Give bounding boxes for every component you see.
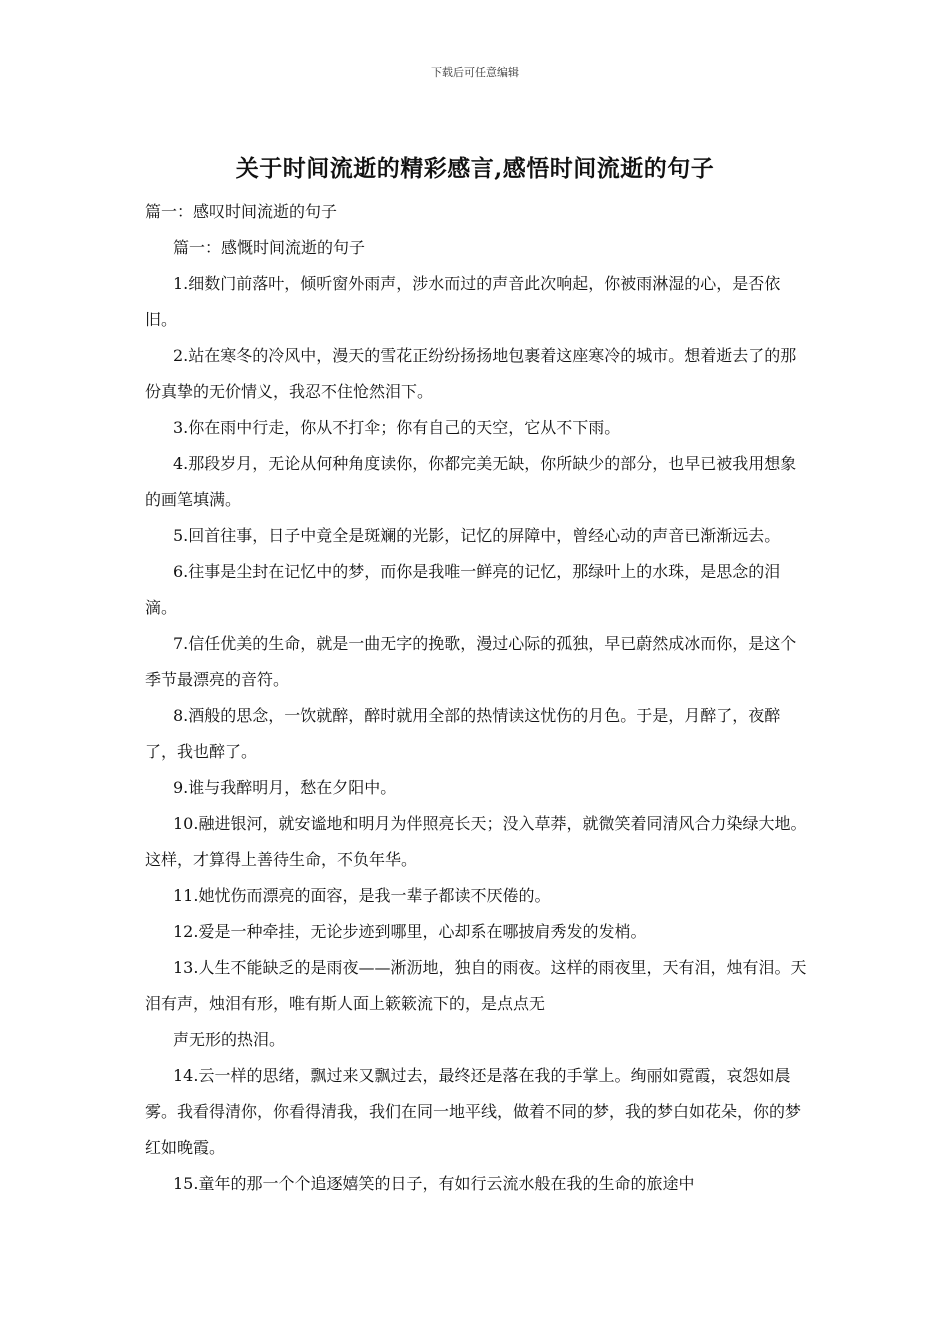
subsection-heading: 篇一：感慨时间流逝的句子 bbox=[173, 238, 366, 257]
list-item: 6.往事是尘封在记忆中的梦，而你是我唯一鲜亮的记忆，那绿叶上的水珠，是思念的泪滴。 bbox=[145, 562, 781, 617]
header-note: 下载后可任意编辑 bbox=[431, 66, 519, 79]
page-title: 关于时间流逝的精彩感言,感悟时间流逝的句子 bbox=[235, 155, 715, 182]
list-item: 2.站在寒冬的冷风中，漫天的雪花正纷纷扬扬地包裹着这座寒冷的城市。想着逝去了的那份真挚的无价情义，我忍不住怆然泪下。 bbox=[145, 346, 797, 401]
list-item: 8.酒般的思念，一饮就醉，醉时就用全部的热情读这忧伤的月色。于是，月醉了，夜醉了，我也醉了。 bbox=[145, 706, 781, 761]
list-item: 7.信任优美的生命，就是一曲无字的挽歌，漫过心际的孤独，早已蔚然成冰而你，是这个季节最漂亮的音符。 bbox=[145, 634, 797, 689]
list-item: 12.爱是一种牵挂，无论步迹到哪里，心却系在哪披肩秀发的发梢。 bbox=[173, 922, 647, 941]
list-item: 15.童年的那一个个追逐嬉笑的日子，有如行云流水般在我的生命的旅途中 bbox=[173, 1174, 695, 1193]
list-item: 4.那段岁月，无论从何种角度读你，你都完美无缺，你所缺少的部分，也早已被我用想象的画笔填满。 bbox=[145, 454, 797, 509]
list-item: 10.融进银河，就安谧地和明月为伴照亮长天；没入草莽，就微笑着同清风合力染绿大地。这样，才算得上善待生命，不负年华。 bbox=[145, 814, 807, 869]
list-item: 5.回首往事，日子中竟全是斑斓的光影，记忆的屏障中，曾经心动的声音已渐渐远去。 bbox=[173, 526, 781, 545]
list-item: 11.她忧伤而漂亮的面容，是我一辈子都读不厌倦的。 bbox=[173, 886, 551, 905]
list-item: 1.细数门前落叶，倾听窗外雨声，涉水而过的声音此次响起，你被雨淋湿的心，是否依旧。 bbox=[145, 274, 781, 329]
list-item: 13.人生不能缺乏的是雨夜——淅沥地，独自的雨夜。这样的雨夜里，天有泪，烛有泪。天泪有声，烛泪有形，唯有斯人面上簌簌流下的，是点点无 bbox=[145, 958, 807, 1013]
list-item: 3.你在雨中行走，你从不打伞；你有自己的天空，它从不下雨。 bbox=[173, 418, 621, 437]
list-item: 9.谁与我醉明月，愁在夕阳中。 bbox=[173, 778, 397, 797]
list-item-continuation: 声无形的热泪。 bbox=[173, 1030, 286, 1049]
document-body bbox=[145, 194, 810, 1202]
list-item: 14.云一样的思绪，飘过来又飘过去，最终还是落在我的手掌上。绚丽如霓霞，哀怨如晨雾。我看得清你，你看得清我，我们在同一地平线，做着不同的梦，我的梦白如花朵，你的梦红如晚霞。 bbox=[145, 1066, 802, 1157]
section-heading: 篇一：感叹时间流逝的句子 bbox=[145, 202, 338, 221]
